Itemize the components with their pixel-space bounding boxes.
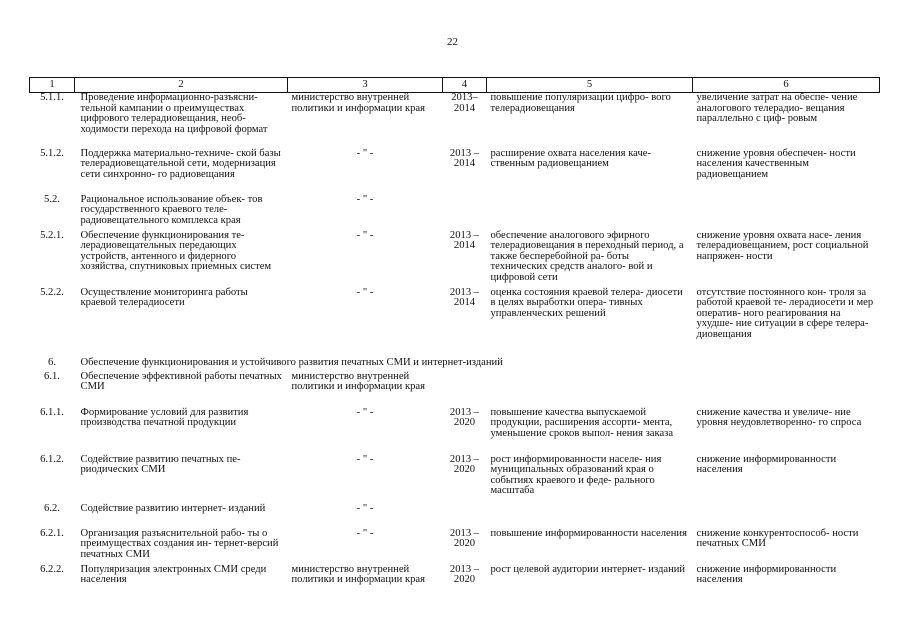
executor: министерство внутренней политики и информации края [291, 92, 426, 114]
period-start: 2013 – [449, 286, 480, 298]
executor: - " - [356, 406, 374, 418]
row-number: 6.2.2. [40, 563, 64, 575]
consequence [693, 195, 880, 231]
expected-result: обеспечение аналогового эфирного телерадиовещания в переходный период, а также бесперебойной ра- боты технических средств аналого- вой и цифровой сети [490, 229, 684, 283]
consequence: снижение уровня охвата насе- ления телерадиовещанием, рост социальной напряжен- ности [696, 229, 869, 262]
row-number: 5.1.1. [40, 92, 64, 103]
expected-result: оценка состояния краевой телера- диосети в целях выработки опера- тивных управленческих решений [490, 286, 683, 319]
executor: министерство внутренней политики и информации края [291, 370, 426, 393]
consequence: увеличение затрат на обеспе- чение аналогового телерадио- вещания параллельно с циф- ровым [696, 92, 858, 125]
section-row [30, 358, 880, 372]
row-number: 5.2. [44, 193, 60, 205]
period-end: 2020 [453, 417, 476, 429]
period-start: 2013 – [449, 563, 480, 575]
period [443, 372, 487, 408]
column-header-3: 3 [288, 78, 443, 93]
table-header [30, 78, 880, 93]
expected-result [487, 195, 693, 231]
section-number: 6. [48, 356, 56, 368]
row-number: 6.2. [44, 502, 60, 514]
table-body [30, 93, 880, 599]
table-row [30, 93, 880, 149]
executor: - " - [356, 502, 374, 514]
executor: - " - [356, 286, 374, 298]
period-end: 2020 [453, 574, 476, 586]
expected-result: повышение популяризации цифро- вого телерадиовещания [490, 92, 671, 114]
period-end: 2014 [453, 158, 476, 170]
measures-table [29, 77, 880, 599]
consequence: снижение уровня обеспечен- ности населения качественным радиовещанием [696, 147, 856, 180]
measure-name: Формирование условий для развития производства печатной продукции [80, 406, 249, 429]
period-start: 2013 – [449, 527, 480, 539]
period-end: 2020 [453, 464, 476, 476]
measure-name: Обеспечение эффективной работы печатных СМИ [80, 370, 282, 393]
period-end: 2014 [453, 102, 476, 114]
column-header-5: 5 [487, 78, 693, 93]
consequence [693, 372, 880, 408]
measure-name: Организация разъяснительной рабо- ты о преимуществах создания ин- тернет-версий печатных СМИ [80, 527, 279, 560]
section-title: Обеспечение функционирования и устойчивого развития печатных СМИ и интернет-изданий [80, 356, 503, 368]
executor: министерство внутренней политики и информации края [291, 563, 426, 586]
consequence [693, 504, 880, 529]
period [443, 288, 487, 358]
table-row [30, 408, 880, 455]
consequence: снижение информированности населения [696, 563, 837, 586]
measure-name: Содействие развитию интернет- изданий [80, 502, 266, 514]
period [443, 231, 487, 288]
executor: - " - [356, 453, 374, 465]
table-row [30, 372, 880, 408]
expected-result [487, 372, 693, 408]
consequence: снижение качества и увеличе- ние уровня неудовлетворенно- го спроса [696, 406, 862, 429]
row-number: 5.2.2. [40, 286, 64, 298]
period-start: 2013 – [449, 406, 480, 418]
period-end: 2020 [453, 538, 476, 550]
table-row [30, 195, 880, 231]
table-row [30, 231, 880, 288]
row-number: 5.1.2. [40, 147, 64, 159]
consequence: снижение информированности населения [696, 453, 837, 476]
period [443, 529, 487, 565]
period [443, 504, 487, 529]
executor: - " - [356, 229, 374, 241]
measure-name: Обеспечение функционирования те- лерадиовещательных передающих устройств, антенного и фидерного хозяйства, спутниковых приемных систем [80, 229, 272, 273]
expected-result: повышение качества выпускаемой продукции, расширения ассорти- мента, уменьшение сроков выпол- нения заказа [490, 406, 674, 439]
period-start: 2013– [451, 92, 478, 103]
consequence: снижение конкурентоспособ- ности печатных СМИ [696, 527, 859, 550]
expected-result: рост информированности населе- ния муниципальных образований края о событиях краевого и феде- рального масштаба [490, 453, 662, 497]
table-row [30, 455, 880, 504]
table-row [30, 288, 880, 358]
row-number: 6.2.1. [40, 527, 64, 539]
expected-result: рост целевой аудитории интернет- изданий [490, 563, 686, 575]
measure-name: Осуществление мониторинга работы краевой телерадиосети [80, 286, 248, 309]
period-end: 2014 [453, 240, 476, 252]
row-number: 6.1.2. [40, 453, 64, 465]
table-row [30, 504, 880, 529]
period-start: 2013 – [449, 229, 480, 241]
consequence: отсутствие постоянного кон- троля за работой краевой те- лерадиосети и мер оператив- ного реагирования на ухудше- ние ситуации в сфере телера- диовещания [696, 286, 874, 340]
measure-name: Рациональное использование объек- тов государственного краевого теле- радиовещательного комплекса края [80, 193, 263, 226]
expected-result: расширение охвата населения каче- ственным радиовещанием [490, 147, 652, 170]
period [443, 455, 487, 504]
column-header-4: 4 [443, 78, 487, 93]
expected-result [487, 504, 693, 529]
table-row [30, 565, 880, 599]
period [443, 93, 487, 149]
executor: - " - [356, 147, 374, 159]
period [443, 408, 487, 455]
period [443, 149, 487, 195]
executor: - " - [356, 193, 374, 205]
row-number: 6.1. [44, 370, 60, 382]
table-row [30, 149, 880, 195]
column-header-6: 6 [693, 78, 880, 93]
page-number: 22 [447, 36, 458, 48]
row-number: 6.1.1. [40, 406, 64, 418]
period-start: 2013 – [449, 453, 480, 465]
period [443, 195, 487, 231]
column-header-2: 2 [75, 78, 288, 93]
measure-name: Содействие развитию печатных пе- риодических СМИ [80, 453, 241, 476]
expected-result: повышение информированности населения [490, 527, 687, 539]
measure-name: Проведение информационно-разъясни- тельной кампании о преимуществах цифрового телерадиовещания, необ- ходимости перехода на цифровой формат [80, 92, 268, 135]
period [443, 565, 487, 599]
row-number: 5.2.1. [40, 229, 64, 241]
measure-name: Поддержка материально-техниче- ской базы телерадиовещательной сети, модернизация сети синхронно- го радиовещания [80, 147, 281, 180]
period-start: 2013 – [449, 147, 480, 159]
table-row [30, 529, 880, 565]
executor: - " - [356, 527, 374, 539]
period-end: 2014 [453, 297, 476, 309]
column-header-1: 1 [30, 78, 75, 93]
measure-name: Популяризация электронных СМИ среди населения [80, 563, 267, 586]
